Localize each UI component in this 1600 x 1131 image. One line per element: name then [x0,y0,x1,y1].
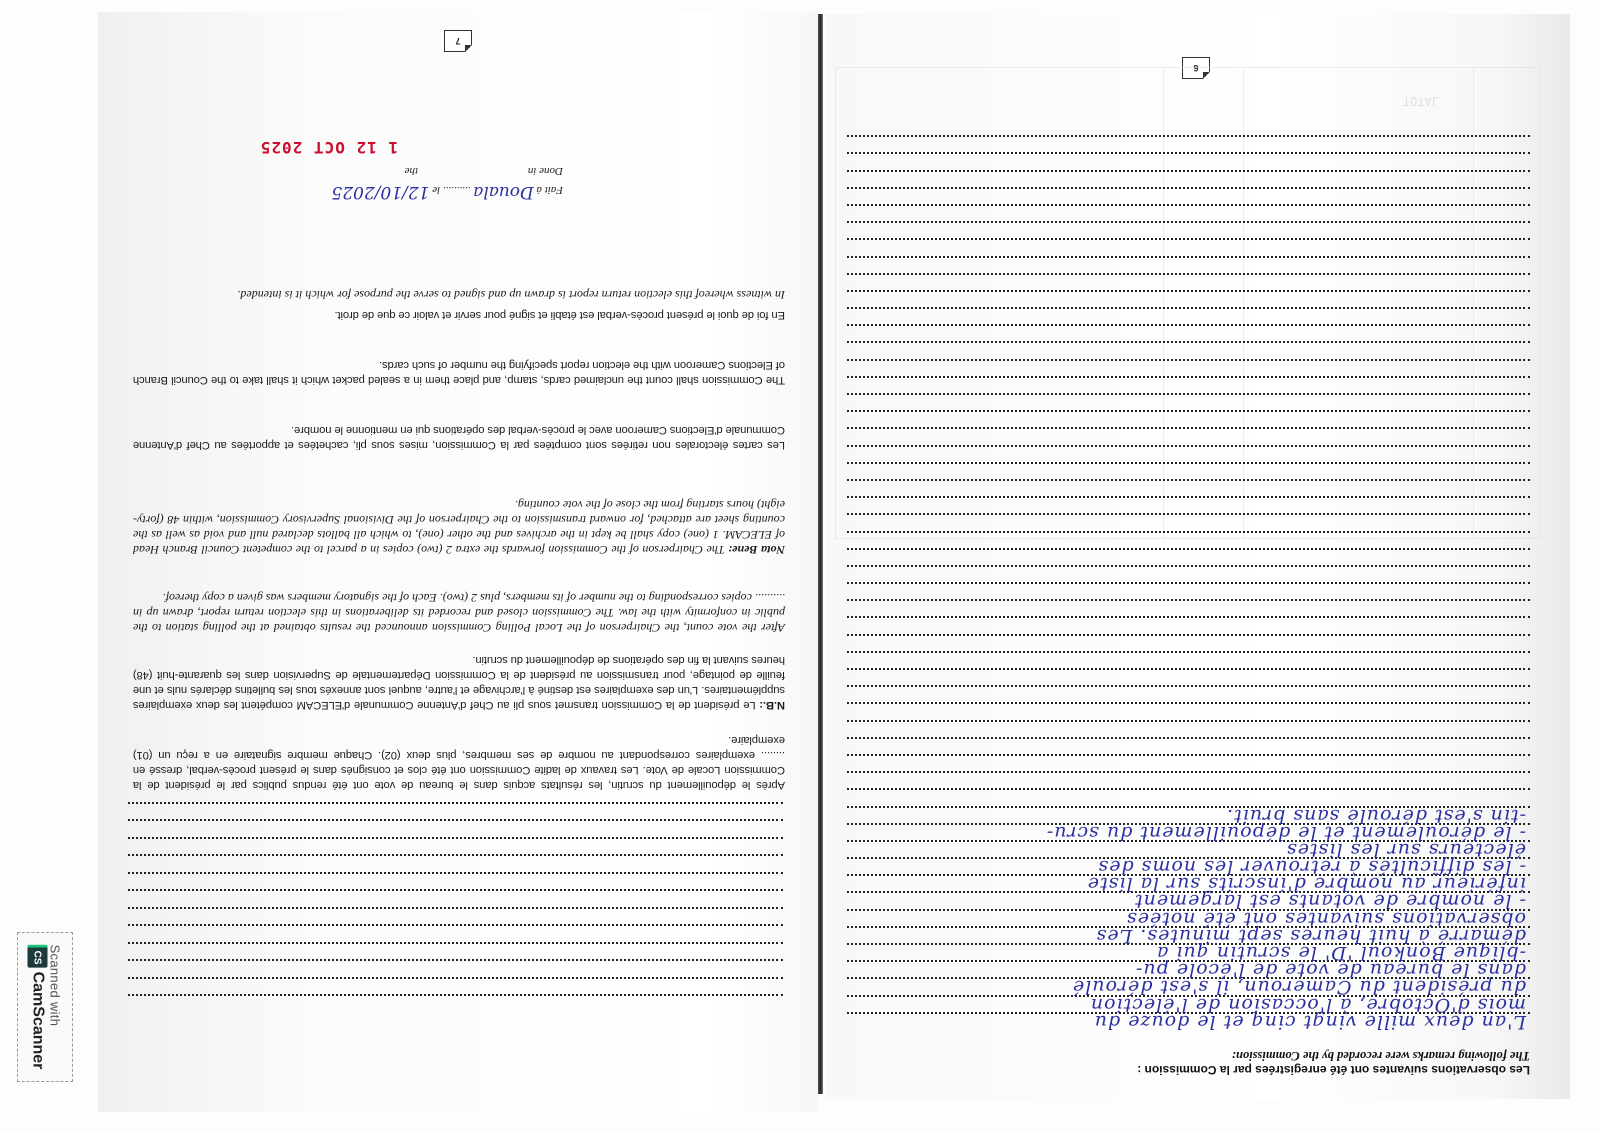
handwritten-line [847,804,1530,827]
paragraph-nb [133,652,785,712]
handwritten-text: dans le bureau de vote de l'école pu- [1135,959,1526,982]
handwritten-text: - le nombre de votants est largement [1134,890,1526,913]
the-label-row [405,165,418,177]
dotted-line [847,548,1530,565]
dotted-line [847,221,1530,238]
date-handwritten: 12/10/2025 [331,182,430,202]
nota-bene-label: Nota Bene: [728,543,785,557]
dotted-line [847,702,1530,719]
paragraph-depouillement [133,732,785,792]
dotted-line [128,960,783,978]
handwritten-text: électeurs sur les listes [1286,838,1526,861]
observation-lines [847,135,1530,1033]
dotted-line [847,496,1530,513]
handwritten-text: -tin s'est déroulé sans bruit. [1226,804,1526,827]
dotted-line [128,837,783,855]
stamp-prefix: 1 [387,138,398,157]
book-spine [818,14,823,1094]
dotted-line [847,187,1530,204]
dotted-line [847,204,1530,221]
dotted-line [847,152,1530,169]
dotted-line [128,977,783,995]
dotted-line [847,256,1530,273]
handwritten-text: observations suivantes ont été notées [1125,907,1526,930]
dotted-line [847,599,1530,616]
right-page [825,14,1570,1099]
camscanner-badge [17,932,73,1082]
dotted-line [128,907,783,925]
paragraph-text: In witness whereof this election return report is drawn up and signed to serve the purpose for which it is intended. [237,288,785,302]
camscanner-brand: CamScanner [29,971,47,1070]
page-number: 6 [1193,63,1199,73]
dotted-line [847,342,1530,359]
dotted-line [847,513,1530,530]
paragraph-text: Le président de la Commission transmet sous pli au Chef d'Antenne Communale d'ELECAM compétent les deux exemplaires supplémentaires. L'un des exemplaires est destiné à l'archivage et l'autre, auquel sont annexés tous les bulletins déclarés nuls et une feuille de pointage, pour transmission au président de la Commission Départementale de Supervision dans les quarante-huit (48) heures suivant la fin des opérations de dépouillement du scrutin. [133,654,785,711]
paragraph-nota-bene [133,497,785,557]
handwritten-text: démarré à huit heures sept minutes. Les [1095,924,1526,947]
dotted-line [847,135,1530,152]
observations-heading [1137,1048,1530,1077]
page-number-box [444,30,472,52]
dotted-line [847,531,1530,548]
paragraph-after-count [133,590,785,635]
paragraph-text: The Chairperson of the Commission forwards the extra 2 (two) copies in a parcel to the competent Council Branch Head of ELECAM. 1 (one) copy shall be kept in the archives and the other (one), to which all ballots declared null and void as well as the counting sheet are attached, for onward transmission to the Chairperson of the Divisional Supervisory Commission, within 48 (forty-eight) hours starting from the close of the vote counting. [132,498,785,557]
done-in-label: Done in [527,165,563,177]
scanned-with-label: Scanned with [47,944,63,1027]
dotted-line [847,427,1530,444]
nb-label: N.B.: [759,699,785,711]
ghost-total: TOTAL [1402,94,1439,108]
dotted-line [128,942,783,960]
dotted-line [847,737,1530,754]
left-page [98,12,818,1112]
dotted-line [847,565,1530,582]
dotted-line [847,238,1530,255]
dotted-line [847,359,1530,376]
camscanner-logo-icon: CS [28,945,48,968]
dotted-line [847,479,1530,496]
blank-dotted-lines [128,802,783,1012]
handwritten-text: L'an deux mille vingt cinq et le douze du [1093,1010,1526,1033]
dotted-line [128,925,783,943]
dotted-line [847,771,1530,788]
dotted-line [847,410,1530,427]
dotted-line [847,393,1530,410]
paragraph-text: After the vote count, the Chairperson of the Local Polling Commission announced the results obtained at the polling station to the public in conformity with the law. The Commission closed and recorded its deliberations in this election return report, drawn up in .......... copies corresponding to the number of its members, plus 2 (two). Each of the signatory members was given a copy thereof. [133,591,785,635]
date-stamp [260,138,398,157]
dotted-line [847,582,1530,599]
heading-fr: Les observations suivantes ont été enregistrées par la Commission : [1137,1063,1530,1077]
dotted-line [128,872,783,890]
dotted-line [847,651,1530,668]
paragraph-text: The Commission shall count the unclaimed cards, stamp, and place them in a sealed packet which it shall take to the Council Branch of Elections Cameroon with the election report specifying the number of such cards. [133,359,785,386]
stamp-text: 12 OCT 2025 [259,138,377,157]
dotted-line [128,820,783,838]
dotted-line [847,462,1530,479]
fait-a-label: Fait à [536,184,563,196]
dotted-line [128,802,783,820]
paragraph-cards [133,357,785,387]
handwritten-text: - le déroulement et le dépouillement du scru- [1045,821,1526,844]
le-label: le [432,184,441,196]
dotted-line [847,617,1530,634]
heading-en: The following remarks were recorded by the Commission: [1231,1049,1530,1063]
dotted-line [847,273,1530,290]
dotted-line [847,788,1530,805]
paragraph-witness [133,287,785,302]
page-number: 7 [455,36,461,46]
dotted-line [847,634,1530,651]
paragraph-en-foi [133,307,785,322]
dotted-line [847,307,1530,324]
place-handwritten: Douala [473,182,534,202]
paragraph-cartes [133,422,785,452]
dotted-line [847,324,1530,341]
dotted-line [847,720,1530,737]
paragraph-text: Après le dépouillement du scrutin, les résultats acquis dans le bureau de vote ont été rendus publics par le président de la Commission Locale de Vote. Les travaux de ladite Commission ont été clos et consignés dans le présent procès-verbal, dressé en ........ exemplaires correspondant au nombre de ses membres, plus deux (02). Chaque membre signataire en a reçu un (01) exemplaire. [133,734,785,791]
dotted-line [847,445,1530,462]
handwritten-text: mois d'Octobre, à l'occasion de l'élection [1089,993,1526,1016]
done-in-label-row [528,165,563,177]
dotted-line [847,754,1530,771]
paragraph-text: Les cartes électorales non retirées sont comptées par la Commission, mises sous pli, cachetées et apportées au Chef d'Antenne Communale d'Elections Cameroon avec le procès-verbal des opérations qui en mentionne le nombre. [133,424,785,451]
dotted-line [847,376,1530,393]
dotted-line [847,685,1530,702]
dotted-line [128,855,783,873]
dotted-line [847,290,1530,307]
paragraph-text: En foi de quoi le présent procès-verbal est établi et signé pour servir et valoir ce que de droit. [334,309,785,321]
the-label: the [404,165,418,177]
dotted-line [128,890,783,908]
handwritten-text: inférieur au nombre d'inscrits sur la liste [1086,873,1526,896]
signature-place-date: Fait à Douala .......... le 12/10/2025 [331,182,563,202]
dotted-line [847,170,1530,187]
handwritten-text: -blique Bonkoul 'D' le scrutin qui a [1156,942,1526,965]
handwritten-text: - les difficultés à retrouver les noms des [1097,856,1526,879]
dotted-line [128,995,783,1013]
handwritten-text: du président du Cameroun, il s'est déroulé [1071,976,1526,999]
dotted-line [847,668,1530,685]
